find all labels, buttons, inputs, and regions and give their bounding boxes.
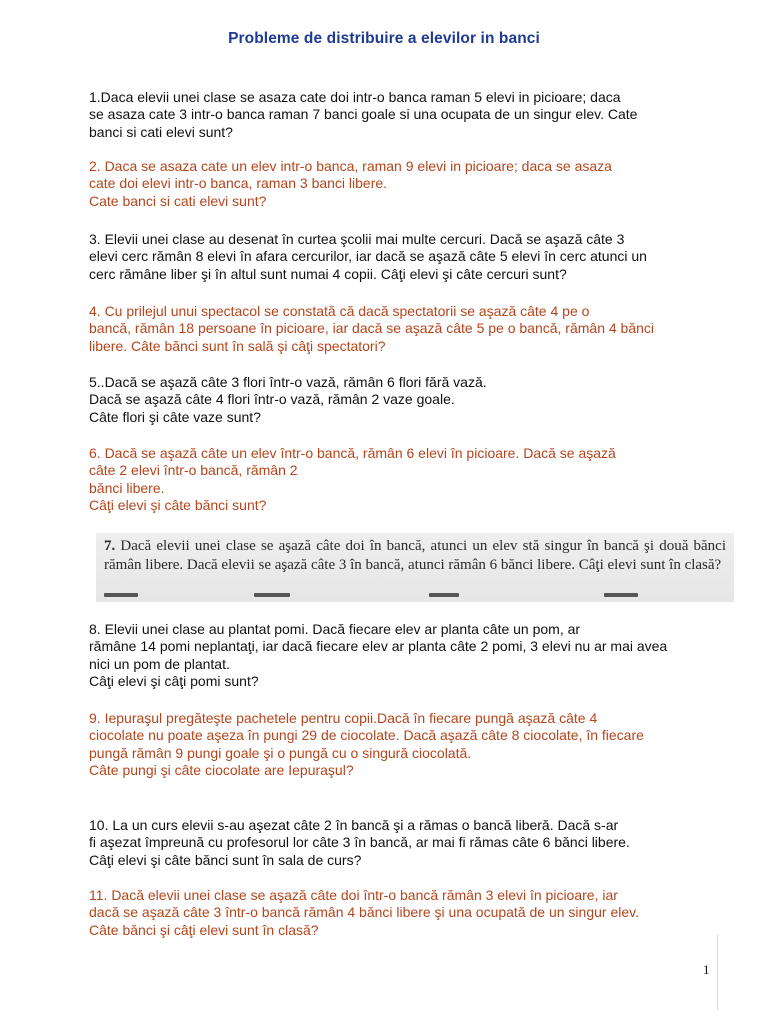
problem-11: 11. Dacă elevii unei clase se aşază câte doi într-o bancă rămân 3 elevi în picioare, iar dacă se aşază câte 3 într-o bancă rămân 4 bănci libere şi una ocupată de un singur elev. Câte bănci şi câţi elevi sunt în clasă? — [89, 887, 639, 938]
scanned-problem-7-image — [96, 533, 734, 602]
problem-6: 6. Dacă se aşază câte un elev într-o bancă, rămân 6 elevi în picioare. Dacă se aşază câte 2 elevi într-o bancă, rămân 2 bănci libere. Câţi elevi şi câte bănci sunt? — [89, 445, 616, 513]
problem-9: 9. Iepuraşul pregăteşte pachetele pentru copii.Dacă în fiecare pungă aşază câte 4 ciocolate nu poate aşeza în pungi 29 de ciocolate. Dacă aşază câte 8 ciocolate, în fiecare pungă rămân 9 pungi goale şi o pungă cu o singură ciocolată. Câte pungi şi câte ciocolate are Iepuraşul? — [89, 710, 644, 778]
problem-2: 2. Daca se asaza cate un elev intr-o banca, raman 9 elevi in picioare; daca se asaza cate doi elevi intr-o banca, raman 3 banci libere. Cate banci si cati elevi sunt? — [89, 158, 612, 209]
problem-5: 5..Dacă se aşază câte 3 flori într-o vază, rămân 6 flori fără vază. Dacă se aşază câte 4 flori într-o vază, rămân 2 vaze goale. Câte flori şi câte vaze sunt? — [89, 374, 487, 425]
problem-7 — [104, 537, 726, 575]
problem-1: 1.Daca elevii unei clase se asaza cate doi intr-o banca raman 5 elevi in picioare; daca se asaza cate 3 intr-o banca raman 7 banci goale si una ocupata de un singur elev. Cate banci si cati elevi sunt? — [89, 89, 638, 140]
problem-8: 8. Elevii unei clase au plantat pomi. Dacă fiecare elev ar planta câte un pom, ar rămâne 14 pomi neplantaţi, iar dacă fiecare elev ar planta câte 2 pomi, 3 elevi nu ar mai avea nici un pom de plantat. Câţi elevi şi câţi pomi sunt? — [89, 621, 668, 689]
problem-7-number: 7. — [104, 538, 116, 554]
margin-divider — [717, 935, 718, 1010]
problem-7-text: Dacă elevii unei clase se aşază câte doi în bancă, atunci un elev stă singur în bancă şi două bănci rămân libere. Dacă elevii se aşază câte 3 în bancă, atunci rămân 6 bănci libere. Câţi elevi sunt în clasă? — [104, 538, 726, 573]
problem-3: 3. Elevii unei clase au desenat în curtea şcolii mai multe cercuri. Dacă se aşază câte 3 elevi cerc rămân 8 elevi în afara cercurilor, iar dacă se aşază câte 5 elevi în cerc atunci un cerc rămâne liber şi în altul sunt numai 4 copii. Câţi elevi şi câte cercuri sunt? — [89, 231, 647, 282]
page-number: 1 — [703, 962, 710, 977]
problem-4: 4. Cu prilejul unui spectacol se constată că dacă spectatorii se aşază câte 4 pe o bancă, rămân 18 persoane în picioare, iar dacă se aşază câte 5 pe o bancă, rămân 4 bănci libere. Câte bănci sunt în sală şi câţi spectatori? — [89, 303, 655, 354]
problem-10: 10. La un curs elevii s-au aşezat câte 2 în bancă şi a rămas o bancă liberă. Dacă s-ar fi aşezat împreună cu profesorul lor câte 3 în bancă, ar mai fi rămas câte 6 bănci libere. Câţi elevi şi câte bănci sunt în sala de curs? — [89, 817, 630, 868]
page-title: Probleme de distribuire a elevilor in banci — [228, 30, 540, 47]
scan-cropped-answer-row — [104, 593, 704, 599]
